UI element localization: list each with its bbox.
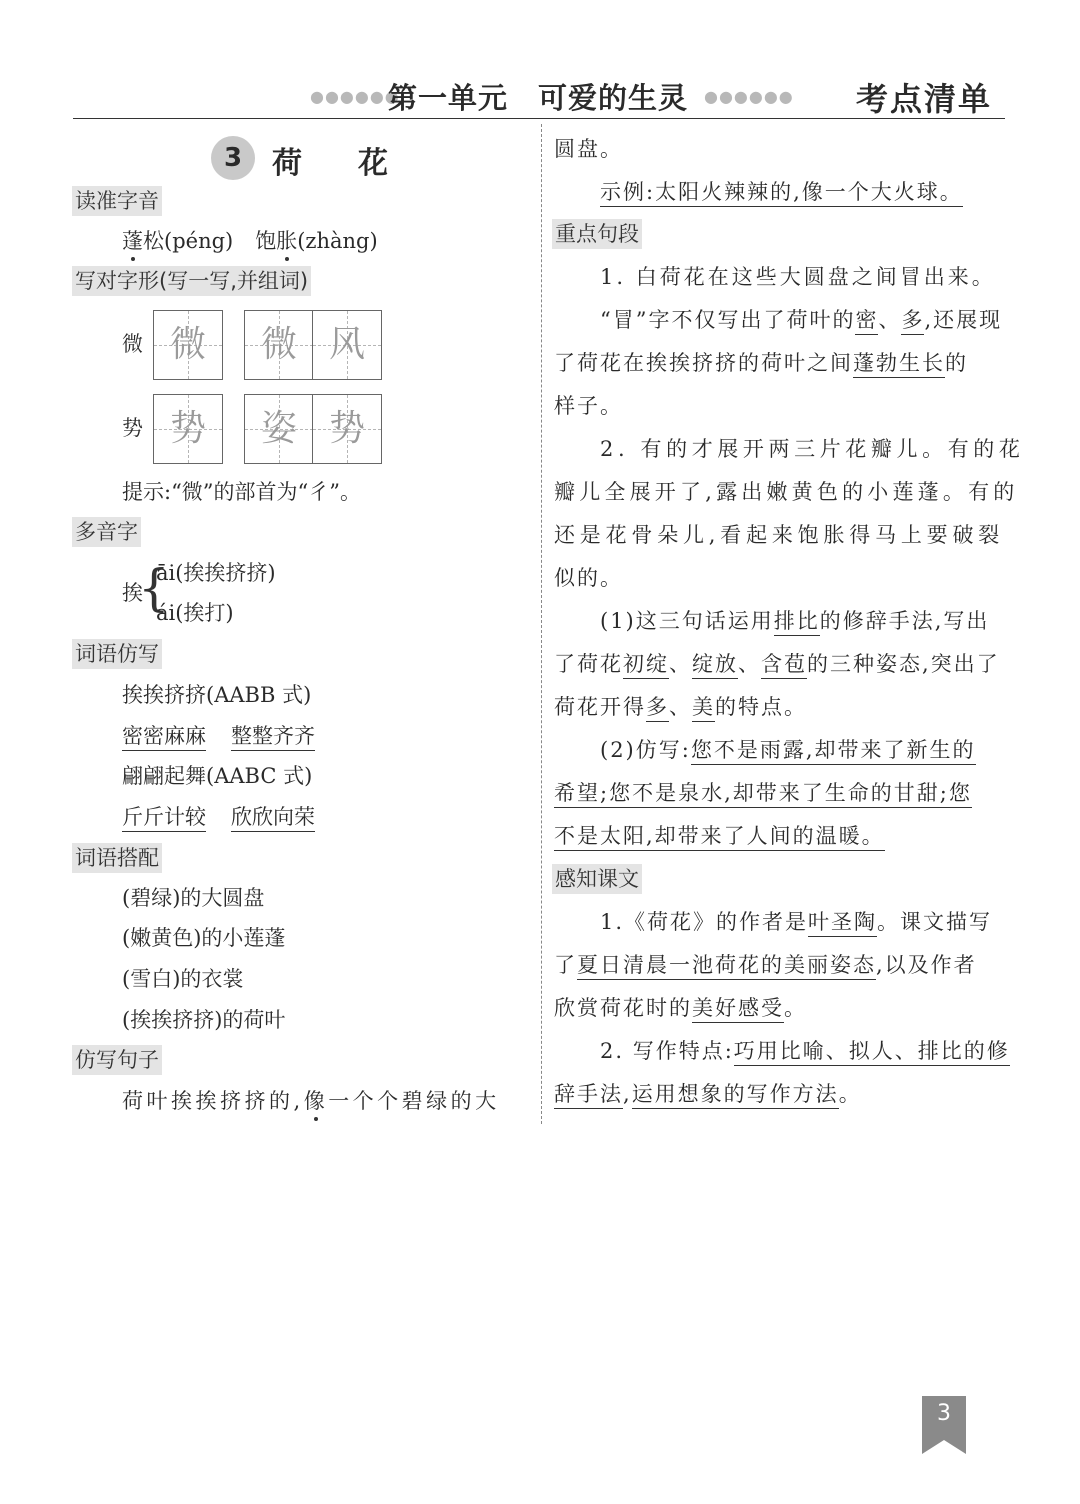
lesson-title: 荷花	[272, 146, 444, 181]
writing-box	[312, 394, 382, 464]
answer-word: 欣欣向荣	[231, 805, 315, 832]
writing-box	[153, 394, 223, 464]
comprehension-text: ,以及作者	[876, 953, 977, 977]
collocation-item: (嫩黄色)的小莲蓬	[122, 926, 286, 950]
analysis-text: “冒”字不仅写出了荷叶的	[600, 308, 856, 332]
collocation-item: (挨挨挤挤)的荷叶	[122, 1008, 286, 1032]
key-sentence: 2. 有的才展开两三片花瓣儿。有的花	[600, 437, 1025, 461]
section-brand: 考点清单	[856, 80, 993, 118]
answer-text: 美	[692, 695, 715, 722]
section-heading-key-sentences: 重点句段	[552, 219, 642, 249]
key-sentence: 瓣儿全展开了,露出嫩黄色的小莲蓬。有的	[554, 480, 1019, 504]
analysis-text: (1)这三句话运用	[600, 609, 774, 633]
section-heading-collocation: 词语搭配	[72, 843, 162, 873]
answer-text: 示例:太阳火辣辣的,像一个大火球。	[600, 180, 963, 207]
answer-text: 辞手法	[554, 1082, 623, 1109]
imitation-line	[554, 821, 885, 851]
pattern-line: 翩翩起舞(AABC 式)	[122, 764, 313, 788]
answer-text: 巧用比喻、拟人、排比的修	[734, 1039, 1010, 1066]
analysis-text: 了荷花在挨挨挤挤的荷叶之间	[554, 351, 853, 375]
unit-title: 可爱的生灵	[538, 81, 689, 115]
answer-text: 密	[855, 308, 878, 335]
dotted-char: 像	[304, 1086, 329, 1116]
pattern-line: 挨挨挤挤(AABB 式)	[122, 683, 312, 707]
polyphone-reading: ái(挨打)	[156, 601, 234, 625]
page-number: 3	[937, 1401, 951, 1426]
comprehension-line	[554, 1079, 862, 1109]
answer-text: 美好感受	[692, 996, 784, 1023]
analysis-text: 的三种姿态,突出了	[807, 652, 1000, 676]
example-answer	[600, 177, 963, 207]
sentence-line	[122, 1086, 500, 1116]
answer-word: 整整齐齐	[231, 724, 315, 751]
comprehension-text: 欣赏荷花时的	[554, 996, 692, 1020]
header-rule	[73, 118, 1005, 119]
writing-box	[153, 310, 223, 380]
box-char: 微	[169, 324, 206, 365]
answer-text: 多	[646, 695, 669, 722]
answer-word: 密密麻麻	[122, 724, 206, 751]
sentence-text: 一个个碧绿的大	[328, 1089, 500, 1113]
analysis-text: 、	[738, 652, 761, 676]
analysis-line	[600, 305, 1002, 335]
glyph-label: 微	[122, 332, 143, 356]
analysis-text: 的特点。	[715, 695, 807, 719]
glyph-label: 势	[122, 416, 143, 440]
comprehension-text: 。	[784, 996, 807, 1020]
dotted-char: 蓬	[122, 226, 143, 256]
box-char: 微	[260, 324, 297, 365]
comprehension-text: 2. 写作特点:	[600, 1039, 734, 1063]
key-sentence: 还是花骨朵儿,看起来饱胀得马上要破裂	[554, 523, 1005, 547]
answer-text: 初绽	[623, 652, 669, 679]
lesson-number-badge: 3	[211, 136, 255, 180]
analysis-line	[554, 649, 1000, 679]
comprehension-text: 1.《荷花》的作者是	[600, 910, 809, 934]
sentence-text: 荷叶挨挨挤挤的,	[122, 1089, 304, 1113]
comprehension-text: ,	[623, 1082, 632, 1106]
writing-box	[244, 394, 314, 464]
answer-text: 含苞	[761, 652, 807, 679]
answer-word: 斤斤计较	[122, 805, 206, 832]
comprehension-line	[600, 1036, 1010, 1066]
header-dots-right: ●●●●●●	[704, 87, 794, 106]
answer-line	[122, 802, 315, 832]
analysis-text: 荷花开得	[554, 695, 646, 719]
answer-text: 蓬勃生长	[853, 351, 945, 378]
key-sentence: 1. 白荷花在这些大圆盘之间冒出来。	[600, 265, 996, 289]
collocation-item: (碧绿)的大圆盘	[122, 886, 265, 910]
answer-text: 多	[901, 308, 924, 335]
answer-text: 您不是雨露,却带来了新生的	[691, 738, 976, 765]
comprehension-line	[600, 907, 992, 937]
answer-text: 不是太阳,却带来了人间的温暖。	[554, 824, 885, 851]
answer-line	[122, 721, 315, 751]
answer-text: 排比	[774, 609, 820, 636]
comprehension-text: 。课文描写	[877, 910, 993, 934]
imitation-line	[554, 778, 972, 808]
comprehension-text: 。	[838, 1082, 862, 1106]
analysis-text: 、	[669, 652, 692, 676]
column-divider	[541, 124, 542, 1124]
box-char: 风	[328, 324, 365, 365]
box-char: 姿	[260, 408, 297, 449]
analysis-text: 的修辞手法,写出	[819, 609, 990, 633]
collocation-item: (雪白)的衣裳	[122, 967, 244, 991]
answer-text: 运用想象的写作方法	[632, 1082, 839, 1109]
word-text: 饱	[255, 229, 277, 253]
analysis-line	[554, 692, 807, 722]
box-char: 势	[169, 408, 206, 449]
word-text: (zhàng)	[297, 229, 378, 253]
section-heading-imitation: 词语仿写	[72, 639, 162, 669]
answer-text: 希望;您不是泉水,却带来了生命的甘甜;您	[554, 781, 972, 808]
imitation-label: (2)仿写:	[600, 738, 691, 762]
word-text: 松(péng)	[143, 229, 234, 253]
answer-text: 叶圣陶	[808, 910, 877, 937]
box-char: 势	[328, 408, 365, 449]
imitation-line	[600, 735, 976, 765]
brace-icon: {	[138, 559, 170, 617]
comprehension-line	[554, 950, 977, 980]
comprehension-line	[554, 993, 807, 1023]
polyphone-reading: āi(挨挨挤挤)	[156, 561, 276, 585]
pronunciation-line	[122, 226, 378, 256]
analysis-line: 样子。	[554, 394, 623, 418]
section-heading-comprehension: 感知课文	[552, 864, 642, 894]
analysis-text: 、	[878, 308, 902, 332]
header-dots-left: ●●●●●●	[310, 87, 400, 106]
glyph-tip: 提示:“微”的部首为“彳”。	[122, 480, 362, 504]
answer-text: 绽放	[692, 652, 738, 679]
analysis-line	[600, 606, 989, 636]
answer-text: 夏日清晨一池荷花的美丽姿态	[577, 953, 876, 980]
analysis-text: 的	[945, 351, 968, 375]
sentence-continuation: 圆盘。	[554, 137, 623, 161]
key-sentence: 似的。	[554, 566, 623, 590]
polyphone-char: 挨	[122, 581, 143, 605]
comprehension-text: 了	[554, 953, 577, 977]
section-heading-pronunciation: 读准字音	[72, 186, 162, 216]
dotted-char: 胀	[276, 226, 297, 256]
section-heading-polyphone: 多音字	[72, 517, 141, 547]
section-heading-sentence: 仿写句子	[72, 1045, 162, 1075]
analysis-line	[554, 348, 968, 378]
analysis-text: ,还展现	[924, 308, 1003, 332]
analysis-text: 、	[669, 695, 692, 719]
analysis-text: 了荷花	[554, 652, 623, 676]
writing-box	[312, 310, 382, 380]
writing-box	[244, 310, 314, 380]
unit-label: 第一单元	[388, 81, 509, 115]
section-heading-glyphs: 写对字形(写一写,并组词)	[72, 266, 311, 296]
